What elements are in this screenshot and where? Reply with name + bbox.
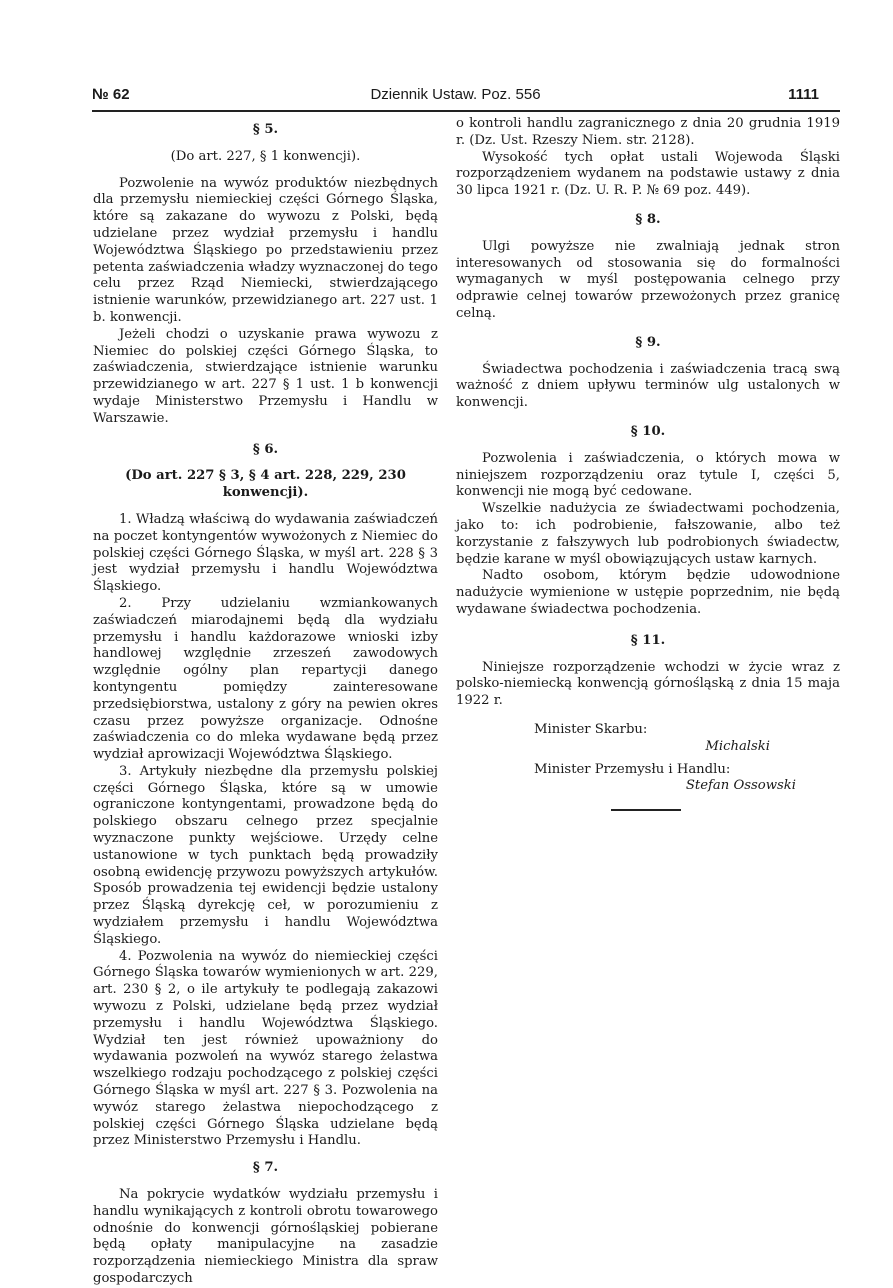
paragraph: 1. Władzą właściwą do wydawania zaświadczeń na poczet kontyngentów wywożonych z Niemiec do polskiej części Górnego Śląska, w myśl art. 228 § 3 jest wydział przemysłu i handlu Województwa Śląskiego. xyxy=(93,511,438,595)
paragraph: o kontroli handlu zagranicznego z dnia 20 grudnia 1919 r. (Dz. Ust. Rzeszy Niem. str. 2128). xyxy=(456,116,840,148)
paragraph: Na pokrycie wydatków wydziału przemysłu i handlu wynikających z kontroli obrotu towarowego odnośnie do konwencji górnośląskiej pobierane będą opłaty manipulacyjne na zasadzie rozporządzenia niemieckiego Ministra dla spraw gospodarczych xyxy=(93,1187,438,1286)
signature-block xyxy=(456,722,840,795)
section-heading: § 9. xyxy=(635,334,661,350)
end-rule xyxy=(611,809,681,811)
paragraph: Wysokość tych opłat ustali Wojewoda Śląski rozporządzeniem wydanem na podstawie ustawy z dnia 30 lipca 1921 r. (Dz. U. R. P. № 69 poz. 449). xyxy=(456,149,840,199)
journal-title: Dziennik Ustaw. Poz. 556 xyxy=(370,86,541,103)
paragraph: 4. Pozwolenia na wywóz do niemieckiej części Górnego Śląska towarów wymienionych w art. 229, art. 230 § 2, o ile artykuły te podlegają zakazowi wywozu z Polski, udzielane będą przez wydział przemysłu i handlu Województwa Śląskiego. Wydział ten jest również upoważniony do wydawania pozwoleń na wywóz starego żelastwa wszelkiego rodzaju pochodzącego z polskiej części Górnego Śląska w myśl art. 227 § 3. Pozwolenia na wywóz starego żelastwa niepochodzącego z polskiej części Górnego Śląska udzielane będą przez Ministerstwo Przemysłu i Handlu. xyxy=(93,948,438,1149)
right-column xyxy=(456,116,840,811)
section-subtitle: (Do art. 227, § 1 konwencji). xyxy=(170,148,361,164)
header-rule xyxy=(92,110,840,112)
signatory-role: Minister Przemysłu i Handlu: xyxy=(534,761,731,777)
page-number: 1111 xyxy=(788,86,819,103)
section-heading: § 11. xyxy=(630,632,666,648)
signatory-role: Minister Skarbu: xyxy=(534,721,648,737)
paragraph: 2. Przy udzielaniu wzmiankowanych zaświadczeń miarodajnemi będą dla wydziału przemysłu i handlu każdorazowe wnioski izby handlowej względnie zrzeszeń zawodowych względnie ogólny plan repartycji danego kontyngentu pomiędzy zainteresowane przedsiębiorstwa, ustalony z góry na pewien okres czasu przez powyższe organizacje. Odnośne zaświadczenia co do mleka wydawane będą przez wydział aprowizacji Województwa Śląskiego. xyxy=(93,595,438,763)
signatory-name: Michalski xyxy=(705,738,770,754)
paragraph: Jeżeli chodzi o uzyskanie prawa wywozu z Niemiec do polskiej części Górnego Śląska, to zaświadczenia, stwierdzające istnienie warunku przewidzianego w art. 227 § 1 ust. 1 b konwencji wydaje Ministerstwo Przemysłu i Handlu w Warszawie. xyxy=(93,326,438,426)
section-heading: § 6. xyxy=(252,441,279,457)
paragraph: Pozwolenie na wywóz produktów niezbędnych dla przemysłu niemieckiej części Górnego Śląska, które są zakazane do wywozu z Polski, będą udzielane przez wydział przemysłu i handlu Województwa Śląskiego po przedstawieniu przez petenta zaświadczenia władzy wyznaczonej do tego celu przez Rząd Niemiecki, stwierdzającego istnienie warunków, przewidzianego art. 227 ust. 1 b. konwencji. xyxy=(93,175,438,325)
paragraph: Nadto osobom, którym będzie udowodnione nadużycie wymienione w ustępie poprzednim, nie będą wydawane świadectwa pochodzenia. xyxy=(456,568,840,617)
section-heading: § 7. xyxy=(252,1160,279,1176)
section-heading: § 8. xyxy=(635,211,661,227)
paragraph: Wszelkie nadużycia ze świadectwami pochodzenia, jako to: ich podrobienie, fałszowanie, albo też korzystanie z fałszywych lub podrobionych świadectw, będzie karane w myśl obowiązujących ustaw karnych. xyxy=(456,501,840,567)
paragraph: 3. Artykuły niezbędne dla przemysłu polskiej części Górnego Śląska, które są w umowie ograniczone kontyngentami, prowadzone będą do polskiego obszaru celnego przez specjalnie wyznaczone punkty wejściowe. Urzędy celne ustanowione w tych punktach będą prowadziły osobną ewidencję przywozu powyższych artykułów. Sposób prowadzenia tej ewidencji będzie ustalony przez Śląską dyrekcję ceł, w porozumieniu z wydziałem przemysłu i handlu Województwa Śląskiego. xyxy=(93,763,438,947)
section-heading: § 10. xyxy=(630,423,666,439)
issue-number: № 62 xyxy=(92,86,130,103)
signatory-name: Stefan Ossowski xyxy=(685,778,796,794)
paragraph: Świadectwa pochodzenia i zaświadczenia tracą swą ważność z dniem upływu terminów ulg ustalonych w konwencji. xyxy=(456,361,840,411)
paragraph: Ulgi powyższe nie zwalniają jednak stron interesowanych od stosowania się do formalności wymaganych w myśl postępowania celnego przy odprawie celnej towarów przewożonych przez granicę celną. xyxy=(456,238,840,321)
paragraph: Pozwolenia i zaświadczenia, o których mowa w niniejszem rozporządzeniu oraz tytule I, części 5, konwencji nie mogą być cedowane. xyxy=(456,450,840,500)
paragraph: Niniejsze rozporządzenie wchodzi w życie wraz z polsko-niemiecką konwencją górnośląską z dnia 15 maja 1922 r. xyxy=(456,659,840,709)
section-heading: § 5. xyxy=(252,122,279,137)
section-subtitle: (Do art. 227 § 3, § 4 art. 228, 229, 230 konwencji). xyxy=(125,468,406,501)
left-column xyxy=(93,116,438,1288)
page-header xyxy=(92,86,819,108)
